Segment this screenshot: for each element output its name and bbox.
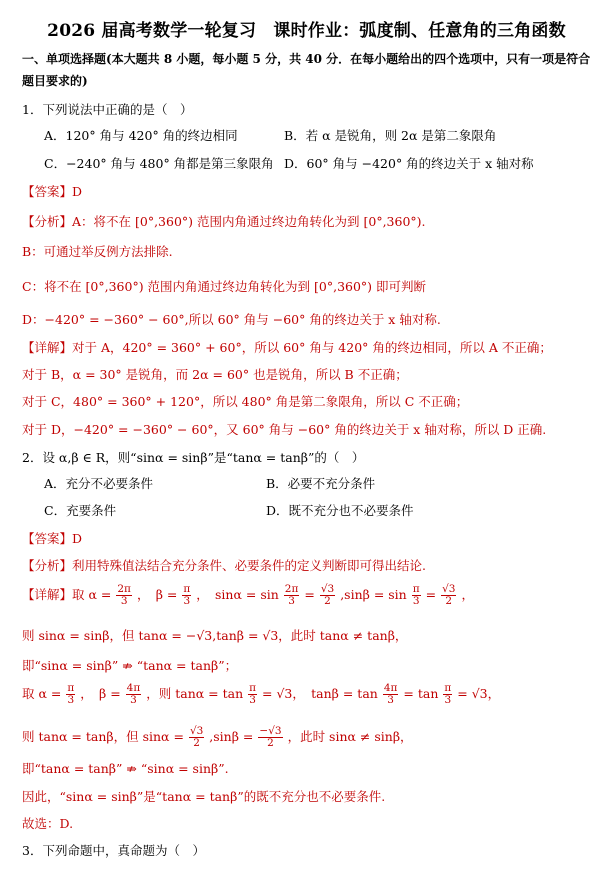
question-2-detail-line-3: 即“sinα = sinβ” ⇏ “tanα = tanβ”； xyxy=(22,658,238,673)
question-1-detail-a: 【详解】对于 A，420° = 360° + 60°，所以 60° 角与 420° 角的终边相同，所以 A 不正确； xyxy=(22,340,552,355)
question-2-detail-line-2: 则 sinα = sinβ，但 tanα = −√3,tanβ = √3，此时 tanα ≠ tanβ， xyxy=(22,628,408,643)
detail-text: = xyxy=(304,587,315,602)
fraction-denominator: 3 xyxy=(130,694,137,706)
detail-text: = √3， tanβ = tan xyxy=(262,686,378,701)
question-1-option-a: A．120° 角与 420° 角的终边相同 xyxy=(44,128,238,143)
detail-text: ,sinβ = xyxy=(209,729,254,744)
fraction-pi-over-3 xyxy=(66,683,75,706)
fraction-denominator: 3 xyxy=(387,694,394,706)
detail-text: ， β = xyxy=(80,686,121,701)
detail-text: 【详解】取 α = xyxy=(22,587,112,602)
question-1-detail-b: 对于 B，α = 30° 是锐角，而 2α = 60° 也是锐角，所以 B 不正确； xyxy=(22,367,408,382)
detail-text: = √3， xyxy=(457,686,501,701)
question-1-option-d: D．60° 角与 −420° 角的终边关于 x 轴对称 xyxy=(284,156,534,171)
fraction-2pi-over-3 xyxy=(284,584,300,607)
question-1-stem: 1．下列说法中正确的是（ ） xyxy=(22,102,193,117)
question-1-analysis-a: 【分析】A：将不在 [0°,360°) 范围内角通过终边角转化为到 [0°,360°). xyxy=(22,214,426,229)
fraction-denominator: 3 xyxy=(67,694,75,706)
fraction-denominator: 3 xyxy=(120,595,128,607)
document-title: 2026 届高考数学一轮复习 课时作业：弧度制、任意角的三角函数 xyxy=(47,21,566,41)
question-1-detail-d: 对于 D，−420° = −360° − 60°，又 60° 角与 −60° 角的终边关于 x 轴对称，所以 D 正确. xyxy=(22,422,547,437)
question-1-analysis-b: B：可通过举反例方法排除. xyxy=(22,244,173,259)
detail-text: ，则 tanα = tan xyxy=(146,686,244,701)
fraction-numerator: √3 xyxy=(320,583,335,595)
fraction-numerator: 2π xyxy=(284,583,299,595)
fraction-numerator: π xyxy=(249,682,257,694)
fraction-pi-over-3 xyxy=(248,683,257,706)
question-1-analysis-c: C：将不在 [0°,360°) 范围内角通过终边角转化为到 [0°,360°) 即可判断 xyxy=(22,279,427,294)
fraction-denominator: 3 xyxy=(444,694,452,706)
detail-text: ,sinβ = sin xyxy=(340,587,407,602)
fraction-denominator: 3 xyxy=(288,595,295,607)
question-1-analysis-d: D：−420° = −360° − 60°,所以 60° 角与 −60° 角的终边关于 x 轴对称. xyxy=(22,312,441,327)
question-1-option-b: B．若 α 是锐角，则 2α 是第二象限角 xyxy=(284,128,497,143)
detail-text: ，此时 sinα ≠ sinβ， xyxy=(287,729,413,744)
fraction-numerator: −√3 xyxy=(259,725,282,737)
fraction-2pi-over-3 xyxy=(116,584,132,607)
question-2-option-a: A．充分不必要条件 xyxy=(44,476,154,491)
question-2-analysis: 【分析】利用特殊值法结合充分条件、必要条件的定义判断即可得出结论. xyxy=(22,558,426,573)
detail-text: = xyxy=(425,587,437,602)
fraction-pi-over-3 xyxy=(443,683,452,706)
fraction-numerator: 4π xyxy=(126,682,141,694)
question-3-stem: 3．下列命题中，真命题为（ ） xyxy=(22,843,205,858)
question-2-option-c: C．充要条件 xyxy=(44,503,117,518)
fraction-denominator: 3 xyxy=(249,694,256,706)
fraction-numerator: π xyxy=(67,682,75,694)
fraction-denominator: 3 xyxy=(412,595,420,607)
fraction-denominator: 2 xyxy=(193,737,200,749)
question-1-detail-c: 对于 C，480° = 360° + 120°，所以 480° 角是第二象限角，所以 C 不正确； xyxy=(22,394,469,409)
question-2-detail-line-1 xyxy=(22,584,474,607)
detail-text: ， β = xyxy=(136,587,178,602)
fraction-numerator: √3 xyxy=(189,725,204,737)
question-1-answer: 【答案】D xyxy=(22,184,83,199)
question-2-detail-line-7: 因此，“sinα = sinβ”是“tanα = tanβ”的既不充分也不必要条件. xyxy=(22,789,386,804)
question-2-option-d: D．既不充分也不必要条件 xyxy=(266,503,414,518)
fraction-sqrt3-over-2 xyxy=(189,726,204,749)
question-2-stem: 2．设 α,β ∈ R，则“sinα = sinβ”是“tanα = tanβ”的（ ） xyxy=(22,450,365,465)
detail-text: ， xyxy=(461,587,474,602)
fraction-denominator: 2 xyxy=(324,595,331,607)
fraction-pi-over-3 xyxy=(182,584,191,607)
fraction-sqrt3-over-2 xyxy=(320,584,335,607)
question-2-answer: 【答案】D xyxy=(22,531,83,546)
question-2-option-b: B．必要不充分条件 xyxy=(266,476,376,491)
fraction-4pi-over-3 xyxy=(383,683,399,706)
question-2-detail-line-8: 故选：D. xyxy=(22,816,74,831)
fraction-numerator: π xyxy=(183,583,191,595)
question-2-detail-line-5 xyxy=(22,726,413,749)
fraction-numerator: √3 xyxy=(442,583,456,595)
fraction-numerator: π xyxy=(412,583,420,595)
detail-text: 则 tanα = tanβ，但 sinα = xyxy=(22,729,184,744)
fraction-sqrt3-over-2 xyxy=(441,584,456,607)
question-1-option-c: C．−240° 角与 480° 角都是第三象限角 xyxy=(44,156,274,171)
detail-text: ， sinα = sin xyxy=(196,587,279,602)
detail-text: 取 α = xyxy=(22,686,62,701)
fraction-denominator: 2 xyxy=(267,737,274,749)
question-2-detail-line-6: 即“tanα = tanβ” ⇏ “sinα = sinβ”. xyxy=(22,761,229,776)
fraction-denominator: 2 xyxy=(445,595,453,607)
fraction-neg-sqrt3-over-2 xyxy=(258,726,282,749)
question-2-detail-line-4 xyxy=(22,683,500,706)
fraction-numerator: π xyxy=(444,682,452,694)
fraction-denominator: 3 xyxy=(183,595,191,607)
fraction-pi-over-3 xyxy=(412,584,421,607)
detail-text: = tan xyxy=(403,686,439,701)
section-heading: 一、单项选择题(本大题共 8 小题，每小题 5 分，共 40 分．在每小题给出的四个选项中，只有一项是符合题目要求的) xyxy=(22,52,591,88)
fraction-4pi-over-3 xyxy=(126,683,142,706)
fraction-numerator: 4π xyxy=(383,682,398,694)
fraction-numerator: 2π xyxy=(117,583,131,595)
